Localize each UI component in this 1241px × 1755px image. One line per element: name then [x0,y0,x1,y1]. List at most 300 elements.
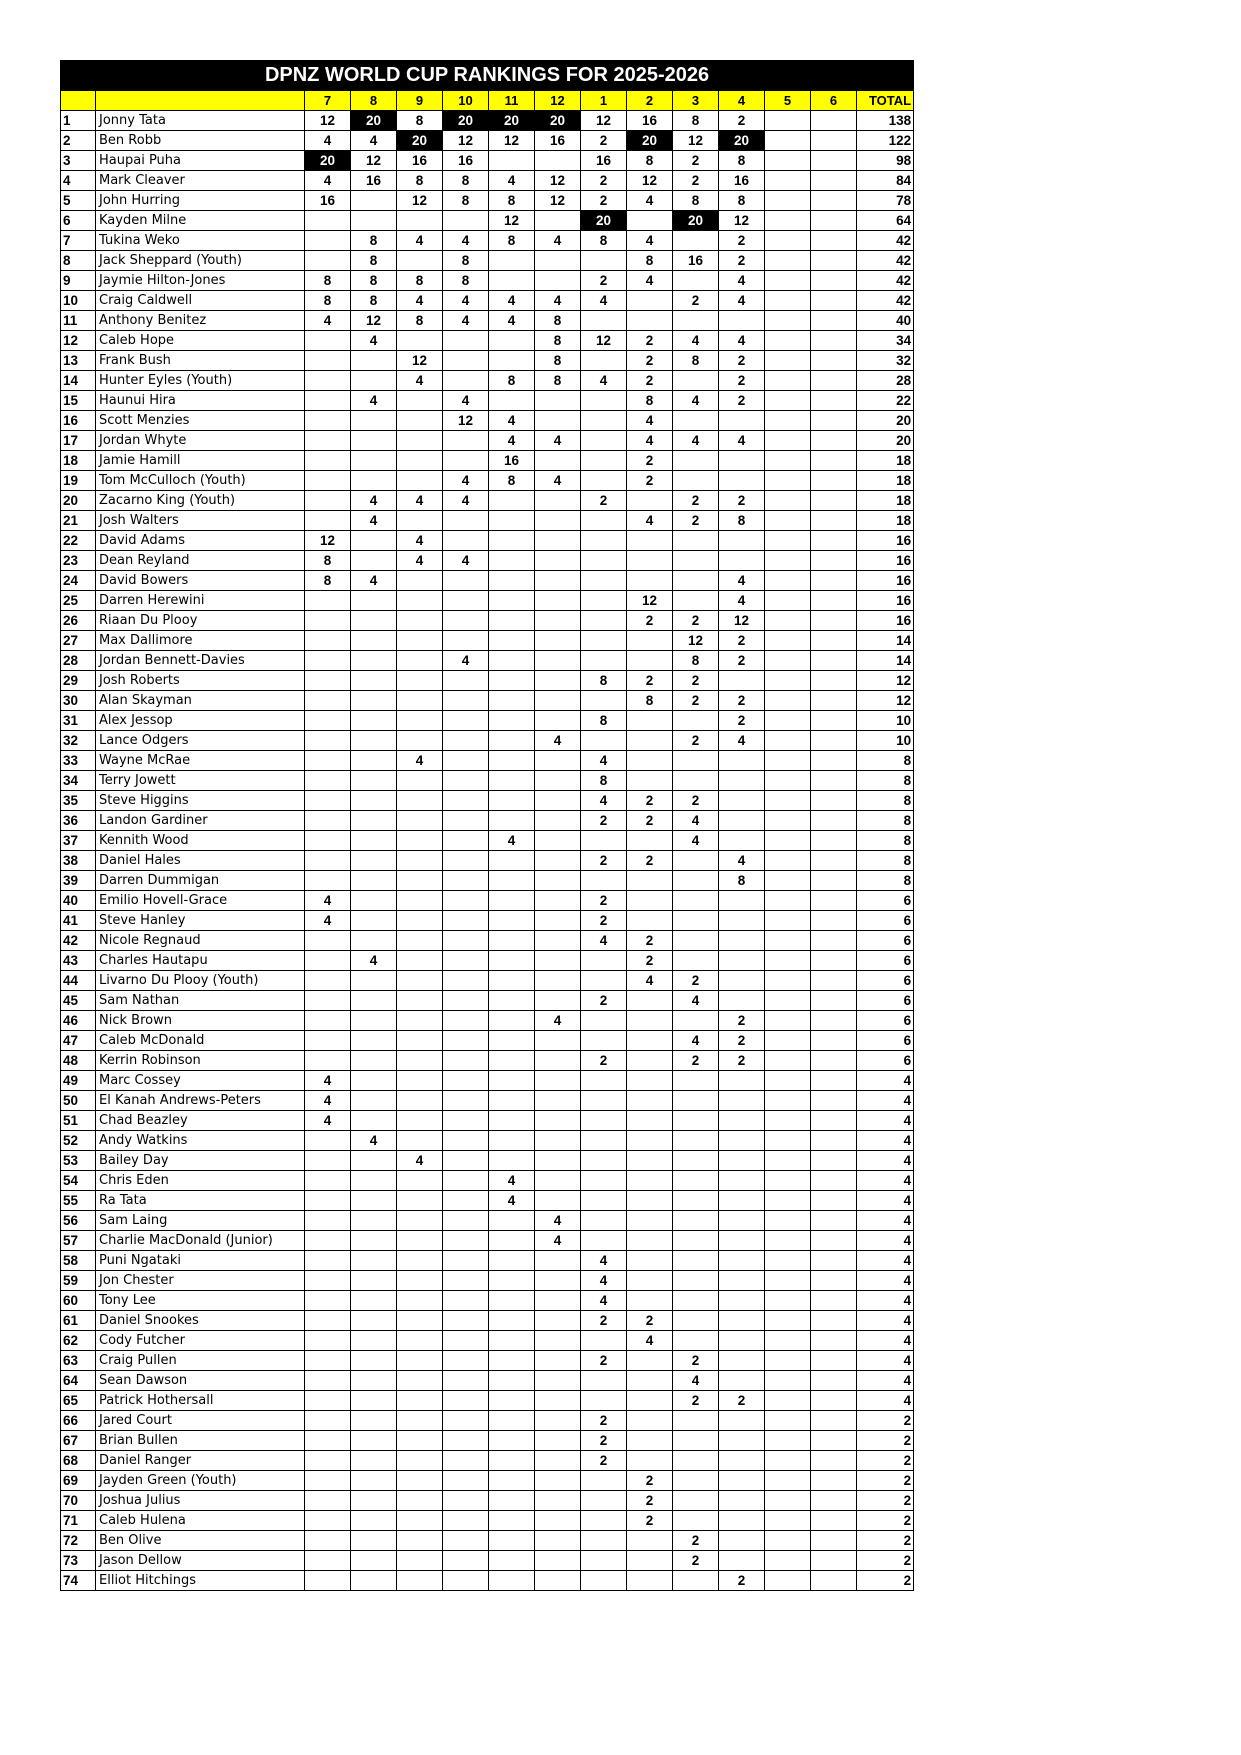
header-column-10: 10 [443,91,489,111]
score-cell: 4 [581,751,627,771]
score-cell [535,831,581,851]
score-cell [627,1551,673,1571]
score-cell [489,1371,535,1391]
score-cell [351,891,397,911]
score-cell [811,491,857,511]
score-cell [443,431,489,451]
score-cell [811,1031,857,1051]
score-cell [351,671,397,691]
score-cell [765,1571,811,1591]
score-cell [673,911,719,931]
score-cell [627,311,673,331]
score-cell [765,751,811,771]
score-cell: 2 [673,151,719,171]
score-cell: 8 [673,111,719,131]
score-cell [765,451,811,471]
score-cell [351,691,397,711]
score-cell: 4 [673,391,719,411]
score-cell [811,1411,857,1431]
score-cell [489,1391,535,1411]
score-cell [351,1331,397,1351]
score-cell: 4 [719,731,765,751]
score-cell: 4 [397,1151,443,1171]
score-cell [811,111,857,131]
score-cell [489,1071,535,1091]
table-row [61,1331,914,1351]
score-cell: 4 [443,551,489,571]
score-cell [489,771,535,791]
score-cell [443,211,489,231]
score-cell: 8 [627,691,673,711]
score-cell [305,351,351,371]
table-row [61,731,914,751]
score-cell [535,1551,581,1571]
score-cell: 4 [627,271,673,291]
score-cell: 20 [581,211,627,231]
player-name: Steve Higgins [96,791,305,811]
rank-cell: 71 [61,1511,96,1531]
score-cell: 8 [535,371,581,391]
score-cell: 12 [581,111,627,131]
score-cell [305,1171,351,1191]
score-cell [765,1471,811,1491]
score-cell [719,451,765,471]
score-cell [443,711,489,731]
total-cell: 138 [857,111,914,131]
score-cell: 8 [305,291,351,311]
score-cell [765,1151,811,1171]
score-cell: 4 [719,431,765,451]
score-cell [443,731,489,751]
total-cell: 12 [857,691,914,711]
score-cell [535,451,581,471]
score-cell [765,671,811,691]
score-cell: 4 [535,471,581,491]
score-cell [535,1091,581,1111]
score-cell: 8 [351,291,397,311]
rank-cell: 68 [61,1451,96,1471]
score-cell: 2 [673,1051,719,1071]
score-cell [581,1231,627,1251]
header-column-1: 1 [581,91,627,111]
score-cell [535,811,581,831]
table-row [61,331,914,351]
player-name: Haupai Puha [96,151,305,171]
rank-cell: 33 [61,751,96,771]
score-cell [397,1531,443,1551]
table-row [61,1191,914,1211]
score-cell: 2 [581,1411,627,1431]
player-name: Kerrin Robinson [96,1051,305,1071]
score-cell [397,1031,443,1051]
score-cell [535,1411,581,1431]
total-cell: 42 [857,251,914,271]
score-cell [719,1231,765,1251]
player-name: Daniel Ranger [96,1451,305,1471]
total-cell: 4 [857,1211,914,1231]
score-cell [443,1031,489,1051]
total-cell: 2 [857,1431,914,1451]
rankings-sheet [60,60,913,1591]
score-cell [719,531,765,551]
score-cell [351,631,397,651]
score-cell: 2 [581,271,627,291]
header-column-6: 6 [811,91,857,111]
header-column-5: 5 [765,91,811,111]
header-column-2: 2 [627,91,673,111]
score-cell [535,651,581,671]
score-cell [397,1471,443,1491]
rank-cell: 29 [61,671,96,691]
score-cell [765,471,811,491]
score-cell [397,731,443,751]
total-cell: 6 [857,971,914,991]
score-cell [811,1291,857,1311]
score-cell [581,531,627,551]
score-cell [535,1031,581,1051]
total-cell: 2 [857,1411,914,1431]
score-cell: 4 [443,651,489,671]
player-name: Dean Reyland [96,551,305,571]
score-cell [489,1351,535,1371]
total-cell: 18 [857,471,914,491]
score-cell [443,331,489,351]
score-cell [719,1531,765,1551]
rank-cell: 4 [61,171,96,191]
score-cell [489,531,535,551]
score-cell [351,191,397,211]
score-cell: 20 [627,131,673,151]
score-cell [765,151,811,171]
score-cell [765,1551,811,1571]
score-cell [397,691,443,711]
score-cell [811,711,857,731]
rank-cell: 16 [61,411,96,431]
score-cell [811,1011,857,1031]
total-cell: 14 [857,651,914,671]
score-cell [351,931,397,951]
score-cell [765,431,811,451]
rank-cell: 22 [61,531,96,551]
score-cell: 20 [351,111,397,131]
score-cell: 16 [443,151,489,171]
score-cell [535,1571,581,1591]
total-cell: 98 [857,151,914,171]
score-cell [305,1131,351,1151]
player-name: Lance Odgers [96,731,305,751]
score-cell [673,1231,719,1251]
score-cell [397,411,443,431]
rank-cell: 12 [61,331,96,351]
score-cell [305,1511,351,1531]
total-cell: 4 [857,1191,914,1211]
score-cell [765,1491,811,1511]
player-name: Hunter Eyles (Youth) [96,371,305,391]
score-cell: 4 [489,291,535,311]
score-cell [627,751,673,771]
player-name: David Adams [96,531,305,551]
score-cell [305,1351,351,1371]
header-column-8: 8 [351,91,397,111]
score-cell [627,1131,673,1151]
score-cell [811,251,857,271]
score-cell: 4 [673,331,719,351]
player-name: Alex Jessop [96,711,305,731]
rank-cell: 30 [61,691,96,711]
score-cell [673,771,719,791]
score-cell [673,1311,719,1331]
player-name: Wayne McRae [96,751,305,771]
score-cell [765,1171,811,1191]
score-cell [443,371,489,391]
score-cell: 2 [581,811,627,831]
score-cell: 4 [673,831,719,851]
score-cell: 2 [719,691,765,711]
table-row [61,971,914,991]
score-cell [811,1171,857,1191]
score-cell [811,371,857,391]
score-cell [489,591,535,611]
score-cell [535,151,581,171]
total-cell: 40 [857,311,914,331]
score-cell [305,1431,351,1451]
score-cell [397,1331,443,1351]
score-cell [535,1351,581,1371]
score-cell [673,1491,719,1511]
total-cell: 22 [857,391,914,411]
score-cell: 12 [535,191,581,211]
total-cell: 16 [857,591,914,611]
player-name: Sam Nathan [96,991,305,1011]
player-name: Cody Futcher [96,1331,305,1351]
score-cell [811,871,857,891]
score-cell [765,1391,811,1411]
score-cell: 8 [489,231,535,251]
rank-cell: 48 [61,1051,96,1071]
score-cell: 4 [581,1291,627,1311]
rank-cell: 1 [61,111,96,131]
rank-cell: 11 [61,311,96,331]
score-cell: 4 [397,231,443,251]
score-cell: 2 [627,351,673,371]
score-cell [443,1171,489,1191]
score-cell [765,351,811,371]
score-cell: 2 [581,1051,627,1071]
score-cell [811,211,857,231]
score-cell [489,351,535,371]
score-cell [811,831,857,851]
score-cell [765,691,811,711]
score-cell [443,1091,489,1111]
score-cell [719,1111,765,1131]
score-cell [443,791,489,811]
score-cell [719,1211,765,1231]
score-cell: 2 [673,1391,719,1411]
player-name: Marc Cossey [96,1071,305,1091]
score-cell [673,1571,719,1591]
score-cell: 4 [305,891,351,911]
score-cell [489,1091,535,1111]
rank-cell: 21 [61,511,96,531]
table-row [61,631,914,651]
total-cell: 42 [857,271,914,291]
score-cell [719,1191,765,1211]
score-cell [489,1051,535,1071]
score-cell [351,1571,397,1591]
table-row [61,791,914,811]
score-cell [489,1511,535,1531]
total-cell: 28 [857,371,914,391]
total-cell: 4 [857,1111,914,1131]
score-cell [811,231,857,251]
score-cell [811,1471,857,1491]
score-cell: 2 [673,791,719,811]
score-cell [719,931,765,951]
score-cell [765,711,811,731]
score-cell [489,1131,535,1151]
table-row [61,951,914,971]
table-row [61,511,914,531]
player-name: Josh Walters [96,511,305,531]
score-cell [443,1571,489,1591]
score-cell [305,451,351,471]
score-cell [581,1031,627,1051]
score-cell [397,471,443,491]
score-cell [305,511,351,531]
score-cell [765,771,811,791]
score-cell [443,1351,489,1371]
score-cell [765,791,811,811]
total-cell: 18 [857,451,914,471]
score-cell [811,571,857,591]
score-cell [765,551,811,571]
rank-cell: 18 [61,451,96,471]
total-cell: 2 [857,1531,914,1551]
score-cell [443,831,489,851]
score-cell [443,871,489,891]
score-cell [627,1091,673,1111]
total-cell: 10 [857,711,914,731]
score-cell [811,271,857,291]
score-cell: 8 [673,351,719,371]
score-cell [719,1071,765,1091]
score-cell [673,751,719,771]
score-cell [351,791,397,811]
score-cell [305,831,351,851]
table-row [61,431,914,451]
score-cell [673,1451,719,1471]
score-cell [765,1331,811,1351]
total-cell: 4 [857,1311,914,1331]
score-cell [489,851,535,871]
score-cell [673,1011,719,1031]
score-cell [581,1151,627,1171]
header-name [96,91,305,111]
score-cell [305,791,351,811]
score-cell [765,631,811,651]
total-cell: 78 [857,191,914,211]
player-name: Jon Chester [96,1271,305,1291]
score-cell [489,151,535,171]
player-name: Andy Watkins [96,1131,305,1151]
score-cell [811,951,857,971]
score-cell [305,411,351,431]
score-cell [673,1131,719,1151]
player-name: Puni Ngataki [96,1251,305,1271]
table-row [61,1491,914,1511]
score-cell [719,411,765,431]
score-cell: 8 [443,271,489,291]
score-cell [535,491,581,511]
score-cell [535,531,581,551]
score-cell [627,1371,673,1391]
table-row [61,1351,914,1371]
score-cell: 8 [719,151,765,171]
score-cell [351,471,397,491]
score-cell: 4 [397,371,443,391]
score-cell [535,711,581,731]
score-cell [581,511,627,531]
score-cell [305,1011,351,1031]
score-cell [305,1031,351,1051]
score-cell: 2 [673,171,719,191]
score-cell: 8 [443,251,489,271]
score-cell: 12 [489,211,535,231]
table-row [61,831,914,851]
score-cell [351,851,397,871]
score-cell [535,1391,581,1411]
rank-cell: 41 [61,911,96,931]
total-cell: 8 [857,871,914,891]
score-cell [305,1191,351,1211]
score-cell: 4 [719,331,765,351]
rank-cell: 17 [61,431,96,451]
score-cell [535,691,581,711]
score-cell [765,811,811,831]
score-cell: 20 [719,131,765,151]
score-cell [397,1091,443,1111]
score-cell [627,831,673,851]
score-cell [811,671,857,691]
score-cell [397,1191,443,1211]
rank-cell: 74 [61,1571,96,1591]
score-cell [765,1211,811,1231]
score-cell [581,971,627,991]
total-cell: 20 [857,411,914,431]
table-row [61,1051,914,1071]
score-cell [627,1011,673,1031]
score-cell [581,1471,627,1491]
rankings-body [61,111,914,1591]
score-cell [351,1471,397,1491]
score-cell: 4 [351,491,397,511]
score-cell [443,691,489,711]
score-cell: 4 [627,231,673,251]
score-cell [535,1131,581,1151]
total-cell: 6 [857,991,914,1011]
player-name: Jamie Hamill [96,451,305,471]
total-cell: 8 [857,791,914,811]
score-cell [305,1471,351,1491]
score-cell [489,651,535,671]
score-cell [581,1111,627,1131]
table-row [61,231,914,251]
score-cell: 2 [719,651,765,671]
score-cell [305,251,351,271]
score-cell: 4 [535,431,581,451]
score-cell [489,691,535,711]
score-cell [719,751,765,771]
